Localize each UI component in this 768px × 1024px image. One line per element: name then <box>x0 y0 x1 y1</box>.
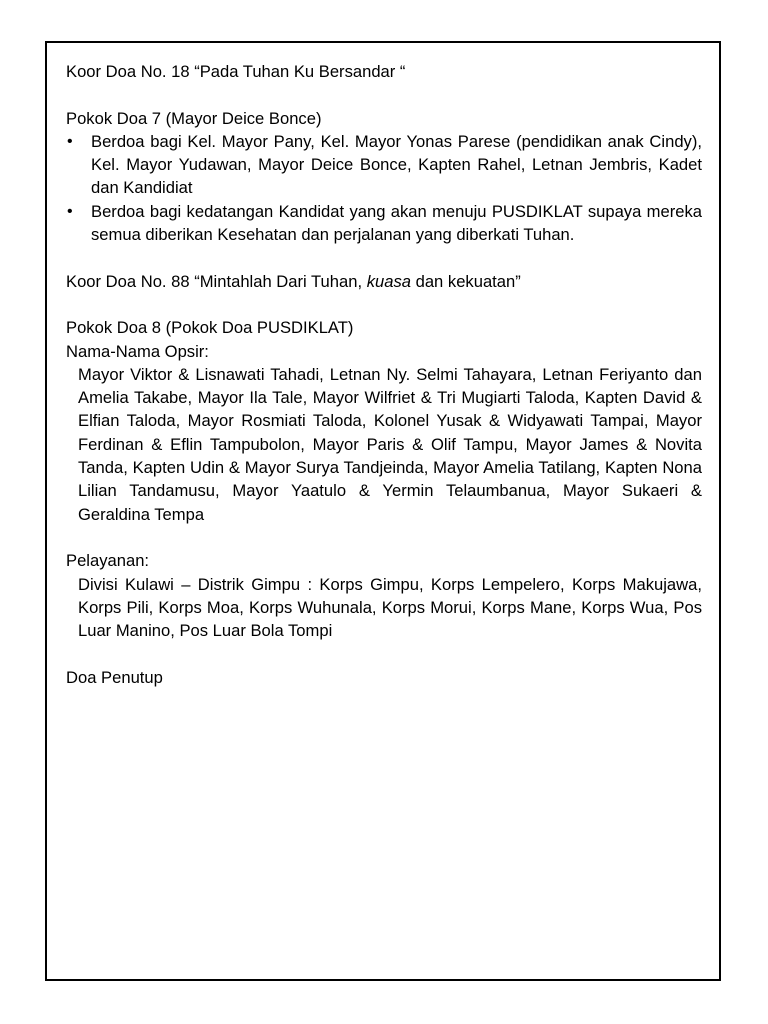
pokok-doa-8-title: Pokok Doa 8 (Pokok Doa PUSDIKLAT) <box>66 318 354 338</box>
pelayanan-label: Pelayanan: <box>66 551 150 571</box>
koor-doa-88: Koor Doa No. 88 “Mintahlah Dari Tuhan, kuasa dan kekuatan” <box>66 271 521 291</box>
list-item: • Berdoa bagi kedatangan Kandidat yang akan menuju PUSDIKLAT supaya mereka semua diberikan Kesehatan dan perjalanan yang diberkati Tuhan. <box>67 201 702 245</box>
opsir-label: Nama-Nama Opsir: <box>66 341 209 361</box>
list-item: • Berdoa bagi Kel. Mayor Pany, Kel. Mayor Yonas Parese (pendidikan anak Cindy), Kel. Mayor Yudawan, Mayor Deice Bonce, Kapten Rahel, Letnan Jembris, Kadet dan Kandidiat <box>67 131 702 198</box>
bullet-icon: • <box>67 202 73 220</box>
opsir-names: Mayor Viktor & Lisnawati Tahadi, Letnan Ny. Selmi Tahayara, Letnan Feriyanto dan Amelia Takabe, Mayor Ila Tale, Mayor Wilfriet & Tri Mugiarti Taloda, Kapten David & Elfian Taloda, Mayor Rosmiati Taloda, Kolonel Yusak & Widyawati Tampai, Mayor Ferdinan & Eflin Tampubolon, Mayor Paris & Olif Tampu, Mayor James & Novita Tanda, Kapten Udin & Mayor Surya Tandjeinda, Mayor Amelia Tatilang, Kapten Nona Lilian Tandamusu, Mayor Yaatulo & Yermin Telaumbanua, Mayor Sukaeri & Geraldina Tempa <box>78 364 702 524</box>
document-body <box>66 60 702 689</box>
pokok-doa-7-list <box>66 130 702 246</box>
doa-penutup: Doa Penutup <box>66 667 163 687</box>
pokok-doa-7-title: Pokok Doa 7 (Mayor Deice Bonce) <box>66 108 322 128</box>
bullet-icon: • <box>67 132 73 150</box>
koor-doa-18: Koor Doa No. 18 “Pada Tuhan Ku Bersandar “ <box>66 62 406 81</box>
pelayanan-text: Divisi Kulawi – Distrik Gimpu : Korps Gimpu, Korps Lempelero, Korps Makujawa, Korps Pili, Korps Moa, Korps Wuhunala, Korps Morui, Korps Mane, Korps Wua, Pos Luar Manino, Pos Luar Bola Tompi <box>78 574 702 641</box>
